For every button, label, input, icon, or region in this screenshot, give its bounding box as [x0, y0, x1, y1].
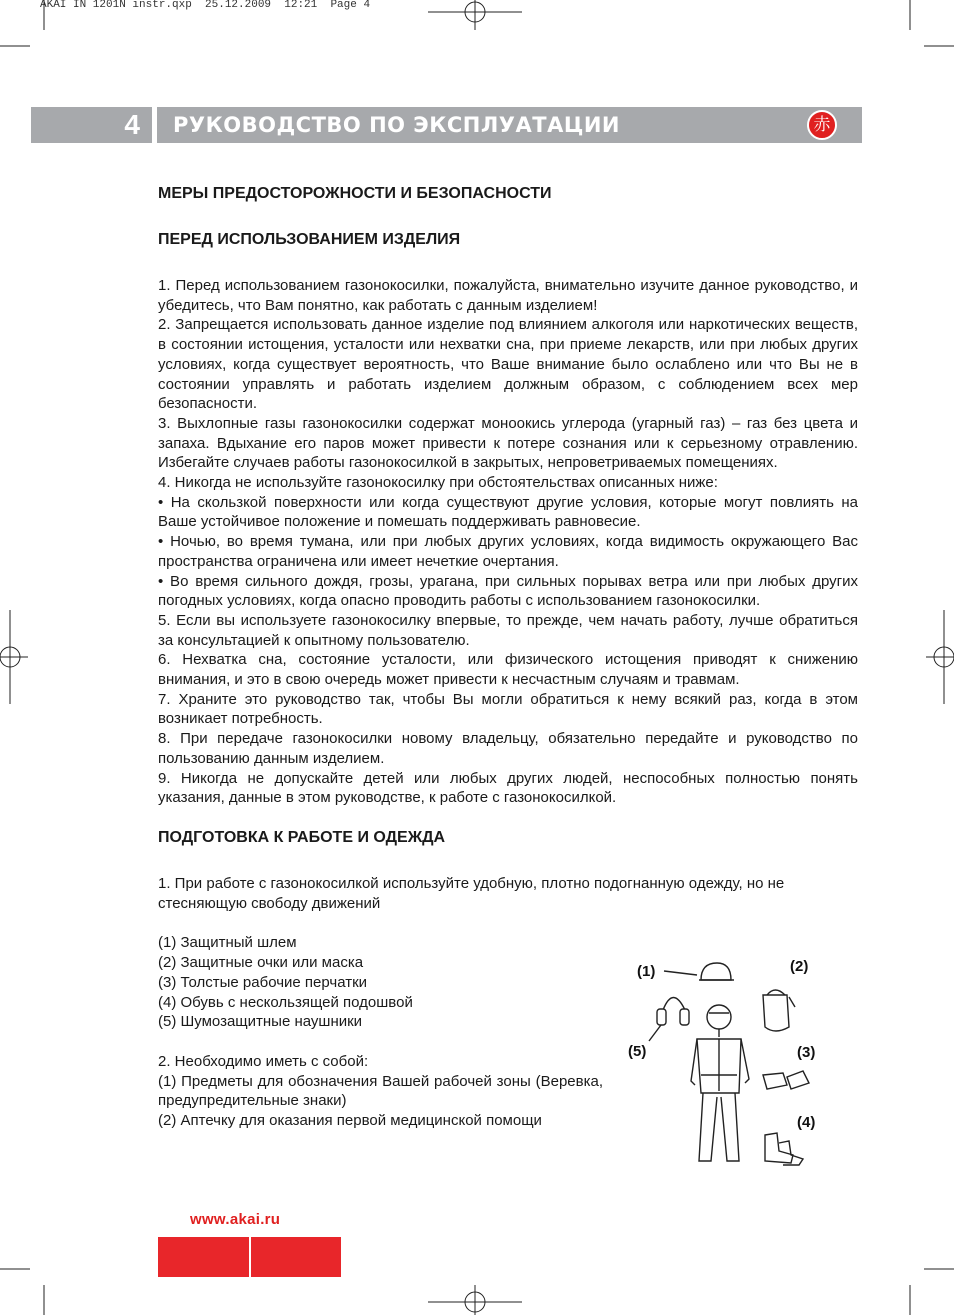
- list-item: 4. Никогда не используйте газонокосилку при обстоятельствах описанных ниже:: [158, 474, 718, 492]
- list-item: • Ночью, во время тумана, или при любых других условиях, когда видимость окружающего Вас пространства ограничена или имеет нечеткие очертания.: [158, 533, 858, 570]
- gloves-icon: [763, 1073, 787, 1089]
- label-2: (2): [790, 958, 809, 975]
- carry-item: (1) Предметы для обозначения Вашей рабочей зоны (Веревка, предупредительные знаки): [158, 1072, 603, 1110]
- list-item: • Во время сильного дождя, грозы, урагана, при сильных порывах ветра или при любых других погодных условиях, когда опасно проводить работы с использованием газонокосилки.: [158, 572, 858, 610]
- face-shield-icon: [763, 995, 789, 1031]
- ear-muffs-icon: [663, 998, 685, 1011]
- list-item: 7. Храните это руководство так, чтобы Вы могли обратиться к нему всякий раз, когда в этом возникает потребность.: [158, 690, 858, 728]
- before-use-list: [158, 276, 858, 808]
- protective-gear-illustration: [627, 955, 827, 1175]
- list-item: 2. Запрещается использовать данное изделие под влиянием алкоголя или наркотических веществ, в состоянии истощения, усталости или нехватки сна, при приеме лекарств, или при любых других условиях, когда существует вероятность, что Ваше внимание было ослаблено или что Вы не в состоянии управлять и работать изделием должным образом, с соблюдением всех мер безопасности.: [158, 316, 858, 413]
- footer-separator: [249, 1237, 251, 1277]
- list-item: 3. Выхлопные газы газонокосилки содержат моноокись углерода (угарный газ) – газ без цвета и запаха. Вдыхание его паров может привести к потере сознания или к серьезному отравлению. Избегайте случаев работы газонокосилкой в закрытых, непроветриваемых помещениях.: [158, 414, 858, 472]
- list-item: 5. Если вы используете газонокосилку впервые, то прежде, чем начать работу, лучше обратиться за консультацией к опытному пользователю.: [158, 611, 858, 649]
- worker-figure-icon: [691, 1005, 749, 1161]
- label-3: (3): [797, 1044, 816, 1061]
- footer-red-block: [158, 1237, 341, 1277]
- list-item: • На скользкой поверхности или когда существуют другие условия, которые могут повлиять на Ваше устойчивое положение и помешать поддерживать равновесие.: [158, 493, 858, 531]
- label-5: (5): [628, 1043, 647, 1060]
- equipment-item: (2) Защитные очки или маска: [158, 954, 364, 972]
- label-1: (1): [637, 963, 656, 980]
- print-slug: AKAI IN 1201N instr.qxp 25.12.2009 12:21 Page 4: [40, 0, 371, 10]
- page-number: 4: [31, 107, 152, 143]
- list-item: 8. При передаче газонокосилки новому владельцу, обязательно передайте и руководство по пользованию данным изделием.: [158, 730, 858, 767]
- main-section-title: МЕРЫ ПРЕДОСТОРОЖНОСТИ И БЕЗОПАСНОСТИ: [158, 185, 552, 202]
- akai-logo-icon: 赤: [807, 110, 837, 140]
- carry-title: 2. Необходимо иметь с собой:: [158, 1052, 369, 1070]
- list-item: 1. Перед использованием газонокосилки, пожалуйста, внимательно изучите данное руководство, и убедитесь, что Вам понятно, как работать с данным изделием!: [158, 277, 858, 314]
- prep-intro: 1. При работе с газонокосилкой используйте удобную, плотно подогнанную одежду, но не стесняющую свободу движений: [158, 874, 785, 912]
- header-title: РУКОВОДСТВО ПО ЭКСПЛУАТАЦИИ: [173, 113, 620, 137]
- prep-title: ПОДГОТОВКА К РАБОТЕ И ОДЕЖДА: [158, 828, 446, 846]
- header-bar: [157, 107, 862, 143]
- equipment-item: (4) Обувь с нескользящей подошвой: [158, 993, 413, 1011]
- label-4: (4): [797, 1114, 816, 1131]
- equipment-column: [158, 933, 603, 1130]
- equipment-item: (5) Шумозащитные наушники: [158, 1013, 363, 1031]
- before-use-title: ПЕРЕД ИСПОЛЬЗОВАНИЕМ ИЗДЕЛИЯ: [158, 231, 461, 248]
- equipment-item: (3) Толстые рабочие перчатки: [158, 973, 368, 991]
- list-item: 9. Никогда не допускайте детей или любых других людей, неспособных полностью понять указания, данные в этом руководстве, к работе с газонокосилкой.: [158, 769, 858, 807]
- footer-url[interactable]: www.akai.ru: [190, 1211, 281, 1228]
- helmet-icon: [701, 963, 731, 980]
- list-item: 6. Нехватка сна, состояние усталости, или физического истощения приводят к снижению внимания, и это в свою очередь может привести к несчастным случаям и травмам.: [158, 651, 858, 689]
- boots-icon: [765, 1133, 793, 1163]
- carry-item: (2) Аптечку для оказания первой медицинской помощи: [158, 1112, 542, 1130]
- equipment-item: (1) Защитный шлем: [158, 934, 297, 952]
